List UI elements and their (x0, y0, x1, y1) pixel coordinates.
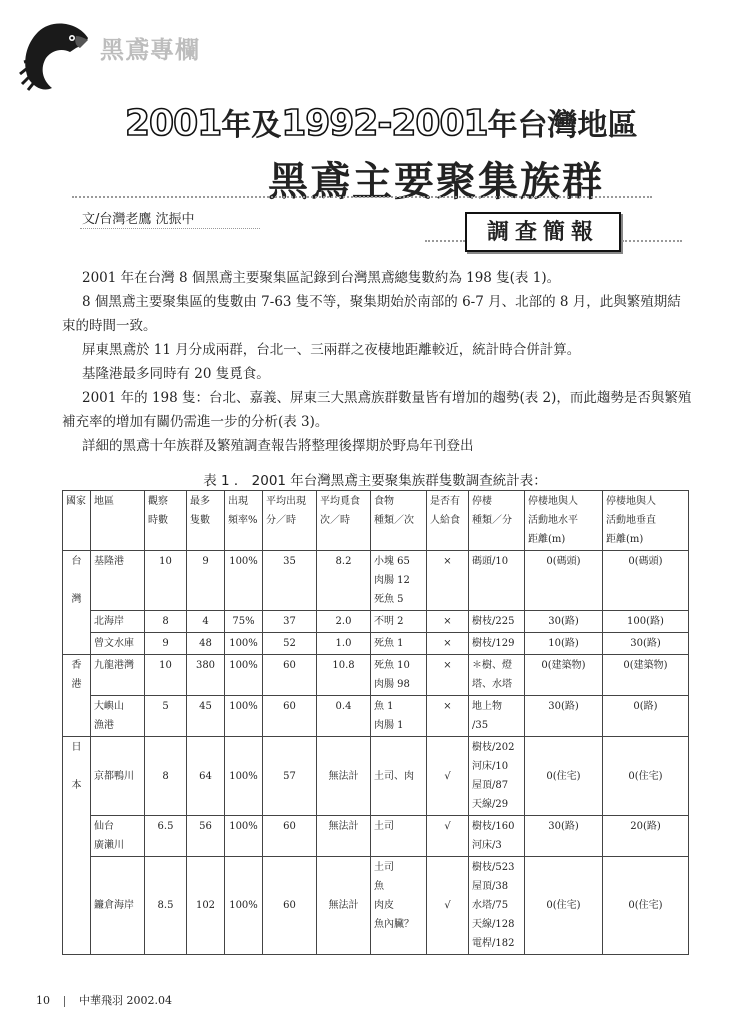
avg-feed-cell: 2.0 (317, 611, 371, 633)
avg-appear-cell: 37 (263, 611, 317, 633)
freq-cell: 100% (225, 551, 263, 611)
hours-cell: 6.5 (145, 816, 187, 857)
col-header: 食物 種類／次 (371, 491, 427, 551)
avg-feed-cell: 無法計 (317, 737, 371, 816)
hours-cell: 10 (145, 655, 187, 696)
area-cell: 京都鴨川 (91, 737, 145, 816)
hours-cell: 9 (145, 633, 187, 655)
survey-table (62, 490, 689, 955)
food-cell: 小塊 65 肉腸 12 死魚 5 (371, 551, 427, 611)
table-row (63, 655, 689, 696)
area-cell: 鐮倉海岸 (91, 857, 145, 955)
fed-cell: × (427, 633, 469, 655)
column-title: 黑鳶專欄 (100, 36, 200, 64)
freq-cell: 100% (225, 633, 263, 655)
page-footer (36, 992, 172, 1008)
avg-appear-cell: 60 (263, 816, 317, 857)
paragraph: 屏東黑鳶於 11 月分成兩群，台北一、三兩群之夜棲地距離較近，統計時合併計算。 (82, 342, 581, 358)
max-cell: 9 (187, 551, 225, 611)
freq-cell: 100% (225, 696, 263, 737)
area-cell: 九龍港灣 (91, 655, 145, 696)
max-cell: 56 (187, 816, 225, 857)
hours-cell: 8 (145, 737, 187, 816)
v-dist-cell: 20(路) (603, 816, 689, 857)
avg-feed-cell: 8.2 (317, 551, 371, 611)
paragraph: 詳細的黑鳶十年族群及繁殖調查報告將整理後擇期於野鳥年刊登出 (82, 438, 474, 454)
col-header: 平均覓食 次／時 (317, 491, 371, 551)
area-cell: 曾文水庫 (91, 633, 145, 655)
max-cell: 64 (187, 737, 225, 816)
paragraph: 2001 年的 198 隻：台北、嘉義、屏東三大黑鳶族群數量皆有增加的趨勢(表 2)，而此趨勢是否與繁殖補充率的增加有關仍需進一步的分析(表 3)。 (62, 390, 692, 430)
avg-feed-cell: 無法計 (317, 857, 371, 955)
table-header-row (63, 491, 689, 551)
col-header: 是否有 人給食 (427, 491, 469, 551)
avg-appear-cell: 60 (263, 696, 317, 737)
h-dist-cell: 30(路) (525, 696, 603, 737)
paragraph: 基隆港最多同時有 20 隻覓食。 (82, 366, 270, 382)
paragraph: 2001 年在台灣 8 個黑鳶主要聚集區記錄到台灣黑鳶總隻數約為 198 隻(表 1)。 (82, 270, 561, 286)
food-cell: 死魚 1 (371, 633, 427, 655)
title-text-a: 年及 (221, 108, 282, 143)
max-cell: 102 (187, 857, 225, 955)
v-dist-cell: 0(住宅) (603, 737, 689, 816)
perch-cell: 地上物 /35 (469, 696, 525, 737)
v-dist-cell: 30(路) (603, 633, 689, 655)
perch-cell: 碼頭/10 (469, 551, 525, 611)
v-dist-cell: 0(住宅) (603, 857, 689, 955)
freq-cell: 100% (225, 816, 263, 857)
avg-feed-cell: 無法計 (317, 816, 371, 857)
report-divider-left (425, 240, 465, 242)
fed-cell: × (427, 551, 469, 611)
page-number: 10 (36, 994, 50, 1007)
avg-feed-cell: 10.8 (317, 655, 371, 696)
fed-cell: × (427, 655, 469, 696)
col-header: 停棲 種類／分 (469, 491, 525, 551)
h-dist-cell: 0(建築物) (525, 655, 603, 696)
max-cell: 380 (187, 655, 225, 696)
avg-appear-cell: 60 (263, 857, 317, 955)
fed-cell: √ (427, 737, 469, 816)
perch-cell: 樹枝/523 屋頂/38 水塔/75 天線/128 電桿/182 (469, 857, 525, 955)
report-type-box: 調查簡報 (465, 212, 621, 252)
footer-separator (64, 996, 65, 1007)
col-header: 停棲地與人 活動地垂直 距離(m) (603, 491, 689, 551)
area-cell: 大嶼山 漁港 (91, 696, 145, 737)
fed-cell: √ (427, 816, 469, 857)
table-row (63, 737, 689, 816)
freq-cell: 75% (225, 611, 263, 633)
food-cell: 土司、肉 (371, 737, 427, 816)
v-dist-cell: 0(路) (603, 696, 689, 737)
hours-cell: 10 (145, 551, 187, 611)
perch-cell: 樹枝/160 河床/3 (469, 816, 525, 857)
avg-appear-cell: 57 (263, 737, 317, 816)
max-cell: 48 (187, 633, 225, 655)
perch-cell: 樹枝/202 河床/10 屋頂/87 天線/29 (469, 737, 525, 816)
table-row (63, 611, 689, 633)
col-header: 平均出現 分／時 (263, 491, 317, 551)
perch-cell: 樹枝/129 (469, 633, 525, 655)
max-cell: 45 (187, 696, 225, 737)
avg-appear-cell: 52 (263, 633, 317, 655)
hours-cell: 5 (145, 696, 187, 737)
title-year-range: 1992-2001 (281, 103, 488, 144)
col-header: 國家 (63, 491, 91, 551)
h-dist-cell: 30(路) (525, 816, 603, 857)
fed-cell: √ (427, 857, 469, 955)
v-dist-cell: 0(碼頭) (603, 551, 689, 611)
table-row (63, 551, 689, 611)
title-line-1 (125, 100, 638, 144)
food-cell: 土司 (371, 816, 427, 857)
author-byline: 文/台灣老鷹 沈振中 (82, 212, 195, 227)
avg-feed-cell: 0.4 (317, 696, 371, 737)
perch-cell: ＊樹、燈 塔、水塔 (469, 655, 525, 696)
avg-appear-cell: 35 (263, 551, 317, 611)
title-text-b: 年台灣地區 (487, 108, 638, 143)
hours-cell: 8.5 (145, 857, 187, 955)
country-cell: 台 灣 (63, 551, 91, 655)
avg-appear-cell: 60 (263, 655, 317, 696)
max-cell: 4 (187, 611, 225, 633)
hours-cell: 8 (145, 611, 187, 633)
food-cell: 土司 魚 肉皮 魚內臟？ (371, 857, 427, 955)
area-cell: 仙台 廣瀨川 (91, 816, 145, 857)
col-header: 停棲地與人 活動地水平 距離(m) (525, 491, 603, 551)
author-underline (80, 228, 260, 229)
freq-cell: 100% (225, 655, 263, 696)
col-header: 觀察 時數 (145, 491, 187, 551)
col-header: 最多 隻數 (187, 491, 225, 551)
title-year: 2001 (125, 103, 222, 144)
food-cell: 魚 1 肉腸 1 (371, 696, 427, 737)
paragraph: 8 個黑鳶主要聚集區的隻數由 7-63 隻不等，聚集期始於南部的 6-7 月、北部的 8 月，此與繁殖期結束的時間一致。 (62, 294, 681, 334)
h-dist-cell: 30(路) (525, 611, 603, 633)
v-dist-cell: 100(路) (603, 611, 689, 633)
journal-issue: 中華飛羽 2002.04 (79, 994, 172, 1007)
h-dist-cell: 0(碼頭) (525, 551, 603, 611)
country-cell: 日 本 (63, 737, 91, 955)
food-cell: 不明 2 (371, 611, 427, 633)
table-row (63, 696, 689, 737)
h-dist-cell: 0(住宅) (525, 857, 603, 955)
title-divider (72, 196, 652, 198)
country-cell: 香 港 (63, 655, 91, 737)
food-cell: 死魚 10 肉腸 98 (371, 655, 427, 696)
fed-cell: × (427, 611, 469, 633)
v-dist-cell: 0(建築物) (603, 655, 689, 696)
perch-cell: 樹枝/225 (469, 611, 525, 633)
title-line-2: 黑鳶主要聚集族群 (268, 159, 604, 205)
freq-cell: 100% (225, 857, 263, 955)
fed-cell: × (427, 696, 469, 737)
article-body (62, 266, 692, 458)
report-divider-right (622, 240, 682, 242)
avg-feed-cell: 1.0 (317, 633, 371, 655)
area-cell: 基隆港 (91, 551, 145, 611)
col-header: 地區 (91, 491, 145, 551)
table-row (63, 633, 689, 655)
col-header: 出現 頻率% (225, 491, 263, 551)
eagle-logo-icon (18, 18, 98, 94)
area-cell: 北海岸 (91, 611, 145, 633)
h-dist-cell: 10(路) (525, 633, 603, 655)
h-dist-cell: 0(住宅) (525, 737, 603, 816)
table-row (63, 816, 689, 857)
table-caption: 表 1 ． 2001 年台灣黑鳶主要聚集族群隻數調查統計表： (203, 473, 547, 489)
freq-cell: 100% (225, 737, 263, 816)
table-row (63, 857, 689, 955)
